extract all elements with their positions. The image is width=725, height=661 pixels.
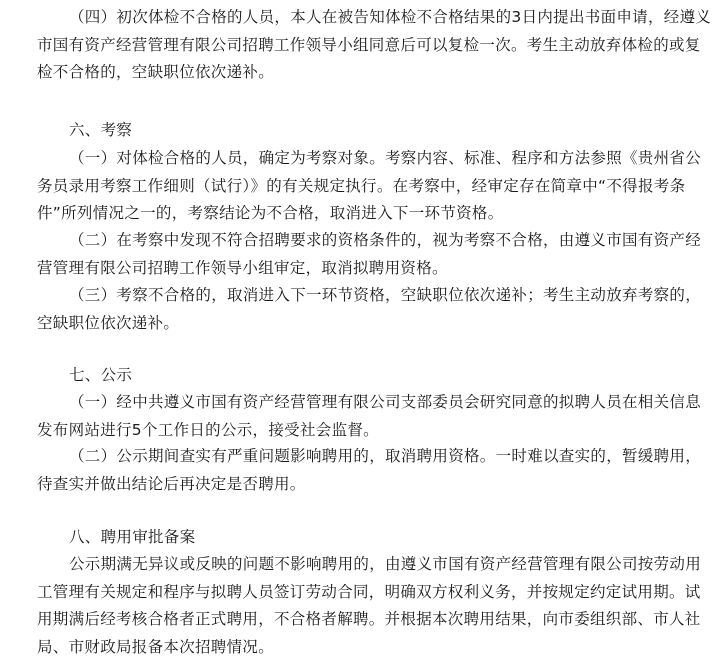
section-seven-item-1: （一）经中共遵义市国有资产经营管理有限公司支部委员会研究同意的拟聘人员在相关信息发布网站进行5个工作日的公示，接受社会监督。 [37,393,702,439]
section-six-heading: 六、考察 [69,121,133,139]
section-five-item-4: （四）初次体检不合格的人员，本人在被告知体检不合格结果的3日内提出书面申请，经遵义市国有资产经营管理有限公司招聘工作领导小组同意后可以复检一次。考生主动放弃体检的或复检不合格的，空缺职位依次递补。 [37,8,712,81]
section-seven-heading: 七、公示 [69,366,133,384]
section-eight-paragraph: 公示期满无异议或反映的问题不影响聘用的，由遵义市国有资产经营管理有限公司按劳动用工管理有关规定和程序与拟聘人员签订劳动合同，明确双方权利义务，并按规定约定试用期。试用期满后经考核合格者正式聘用，不合格者解聘。并根据本次聘用结果，向市委组织部、市人社局、市财政局报备本次招聘情况。 [37,555,702,656]
section-eight-heading: 八、聘用审批备案 [69,528,196,546]
section-six-item-2: （二）在考察中发现不符合招聘要求的资格条件的，视为考察不合格，由遵义市国有资产经营管理有限公司招聘工作领导小组审定，取消拟聘用资格。 [37,231,702,277]
section-six-item-1: （一）对体检合格的人员，确定为考察对象。考察内容、标准、程序和方法参照《贵州省公务员录用考察工作细则（试行）》的有关规定执行。在考察中，经审定存在简章中“不得报考条件”所列情况之一的，考察结论为不合格，取消进入下一环节资格。 [37,149,702,222]
section-six-item-3: （三）考察不合格的，取消进入下一环节资格，空缺职位依次递补；考生主动放弃考察的，空缺职位依次递补。 [37,286,702,332]
section-seven-item-2: （二）公示期间查实有严重问题影响聘用的，取消聘用资格。一时难以查实的，暂缓聘用，待查实并做出结论后再决定是否聘用。 [37,447,702,493]
